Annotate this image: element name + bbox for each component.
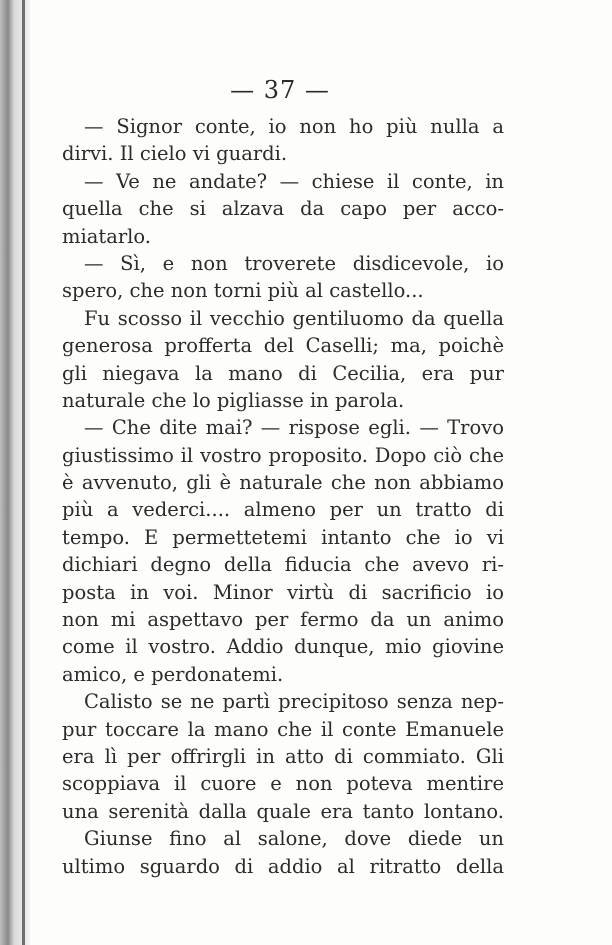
text-line: non mi aspettavo per fermo da un animo — [62, 608, 504, 632]
text-line: gli niegava la mano di Cecilia, era pur — [62, 361, 504, 385]
text-line: è avvenuto, gli è naturale che non abbiamo — [62, 471, 504, 495]
text-line: amico, e perdonatemi. — [62, 662, 284, 686]
text-line: dirvi. Il cielo vi guardi. — [62, 142, 288, 166]
text-line: come il vostro. Addio dunque, mio giovine — [62, 635, 504, 659]
text-line: Fu scosso il vecchio gentiluomo da quella — [84, 306, 504, 330]
text-line: una serenità dalla quale era tanto lontano. — [62, 799, 504, 823]
text-line: spero, che non torni più al castello... — [62, 279, 424, 303]
text-line: più a vederci.... almeno per un tratto di — [62, 498, 504, 522]
page-number: — 37 — — [230, 76, 330, 104]
text-line: scoppiava il cuore e non poteva mentire — [62, 772, 504, 796]
binding-line — [22, 0, 25, 945]
text-line: generosa profferta del Caselli; ma, poichè — [62, 334, 504, 358]
text-line: — Che dite mai? — rispose egli. — Trovo — [84, 416, 504, 440]
text-line: naturale che lo pigliasse in parola. — [62, 388, 405, 412]
text-line: miatarlo. — [62, 224, 151, 248]
text-line: — Sì, e non troverete disdicevole, io — [84, 251, 504, 275]
binding-shadow — [0, 0, 30, 945]
text-line: quella che si alzava da capo per acco- — [62, 197, 504, 221]
text-line: giustissimo il vostro proposito. Dopo ciò che — [62, 443, 504, 467]
text-line: pur toccare la mano che il conte Emanuele — [62, 717, 504, 741]
text-line: Giunse fino al salone, dove diede un — [84, 827, 504, 851]
text-line: — Ve ne andate? — chiese il conte, in — [84, 169, 504, 193]
text-line: ultimo sguardo di addio al ritratto della — [62, 854, 504, 878]
body-text — [62, 113, 504, 880]
text-line: Calisto se ne partì precipitoso senza nep- — [84, 690, 504, 714]
text-line: dichiari degno della fiducia che avevo ri- — [62, 553, 504, 577]
text-line: — Signor conte, io non ho più nulla a — [84, 115, 504, 138]
text-line: tempo. E permettetemi intanto che io vi — [62, 525, 504, 549]
text-line: posta in voi. Minor virtù di sacrificio io — [62, 580, 504, 604]
text-line: era lì per offrirgli in atto di commiato. Gli — [62, 744, 504, 768]
